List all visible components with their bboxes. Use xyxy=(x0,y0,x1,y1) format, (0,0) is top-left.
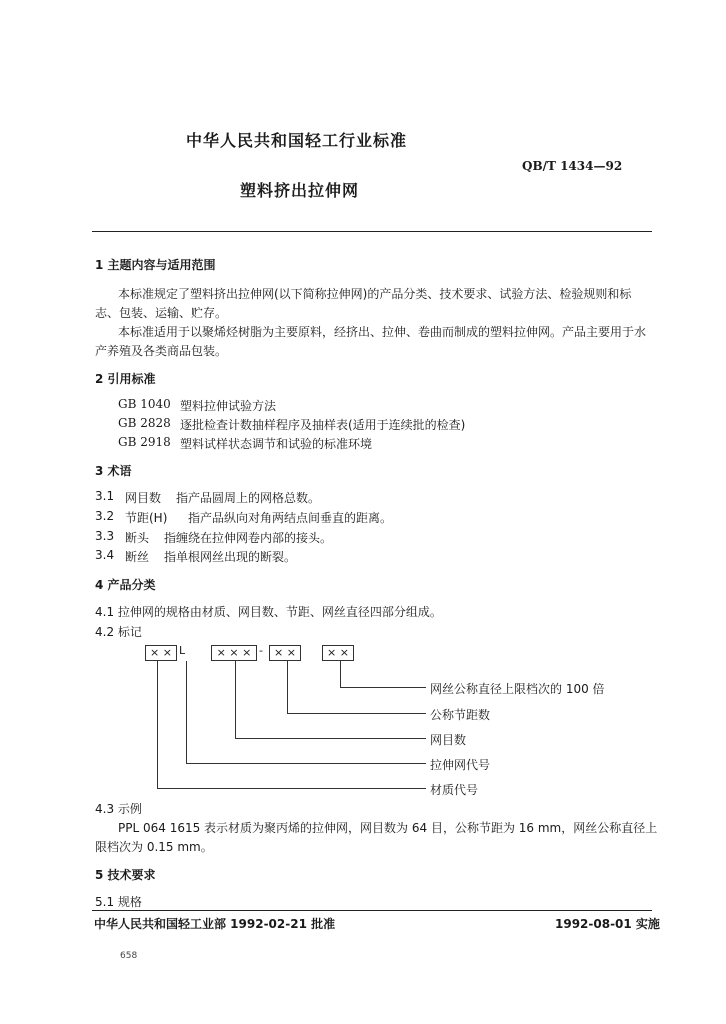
wire-diameter-box: × × xyxy=(322,645,354,661)
leader-horizontal xyxy=(235,738,426,739)
leader-vertical xyxy=(287,661,288,713)
org-title: 中华人民共和国轻工行业标准 xyxy=(186,131,408,150)
net-code-mark: L xyxy=(179,644,186,657)
s1-paragraph-1-line-1: 本标准规定了塑料挤出拉伸网(以下简称拉伸网)的产品分类、技术要求、试验方法、检验规则和标 xyxy=(118,287,632,301)
label-pitch: 公称节距数 xyxy=(430,708,491,722)
footer-rule xyxy=(92,910,652,911)
label-material-code: 材质代号 xyxy=(430,783,479,797)
clause-4-3: 4.3 示例 xyxy=(95,802,142,816)
leader-horizontal xyxy=(287,713,426,714)
header-rule xyxy=(92,231,652,232)
clause-5-1: 5.1 规格 xyxy=(95,895,142,909)
term-definition: 指产品圆周上的网格总数。 xyxy=(176,491,321,505)
clause-4-1: 4.1 拉伸网的规格由材质、网目数、节距、网丝直径四部分组成。 xyxy=(95,605,442,619)
term-number: 3.1 xyxy=(95,489,115,503)
approval-line: 中华人民共和国轻工业部 1992-02-21 批准 xyxy=(94,917,336,931)
term-name: 节距(H) xyxy=(125,511,168,525)
term-name: 断丝 xyxy=(125,550,150,564)
term-definition: 指单根网丝出现的断裂。 xyxy=(164,550,297,564)
section-5-heading: 5 技术要求 xyxy=(95,868,156,882)
example-line-2: 限档次为 0.15 mm。 xyxy=(95,840,213,854)
material-code-box: × × xyxy=(145,645,177,661)
clause-4-2: 4.2 标记 xyxy=(95,625,142,639)
s1-paragraph-2-line-1: 本标准适用于以聚烯烃树脂为主要原料，经挤出、拉伸、卷曲而制成的塑料拉伸网。产品主要用于水 xyxy=(118,325,647,339)
page-number: 658 xyxy=(120,951,138,961)
section-1-heading: 1 主题内容与适用范围 xyxy=(95,258,216,272)
ref-code: GB 2918 xyxy=(118,435,171,449)
pitch-box: × × xyxy=(269,645,301,661)
term-definition: 指产品纵向对角两结点间垂直的距离。 xyxy=(188,511,393,525)
term-number: 3.2 xyxy=(95,509,115,523)
s1-paragraph-1-line-2: 志、包装、运输、贮存。 xyxy=(95,306,228,320)
mesh-count-box: × × × xyxy=(211,645,257,661)
term-number: 3.3 xyxy=(95,529,115,543)
term-number: 3.4 xyxy=(95,548,115,562)
ref-title: 逐批检查计数抽样程序及抽样表(适用于连续批的检查) xyxy=(180,418,466,432)
ref-title: 塑料试样状态调节和试验的标准环境 xyxy=(180,437,373,451)
label-net-code: 拉伸网代号 xyxy=(430,758,491,772)
term-definition: 指缠绕在拉伸网卷内部的接头。 xyxy=(164,531,333,545)
ref-title: 塑料拉伸试验方法 xyxy=(180,399,277,413)
leader-horizontal xyxy=(186,763,426,764)
standard-code: QB/T 1434—92 xyxy=(522,159,623,173)
section-3-heading: 3 术语 xyxy=(95,464,132,478)
term-name: 断头 xyxy=(125,531,150,545)
label-mesh-count: 网目数 xyxy=(430,733,467,747)
leader-horizontal xyxy=(157,788,426,789)
section-4-heading: 4 产品分类 xyxy=(95,578,156,592)
leader-vertical xyxy=(186,661,187,763)
example-line-1: PPL 064 1615 表示材质为聚丙烯的拉伸网，网目数为 64 目，公称节距为 16 mm，网丝公称直径上 xyxy=(118,821,658,835)
effective-date: 1992-08-01 实施 xyxy=(555,917,660,931)
separator-dash: - xyxy=(259,644,263,657)
ref-code: GB 1040 xyxy=(118,397,171,411)
document-title: 塑料挤出拉伸网 xyxy=(240,181,360,200)
ref-code: GB 2828 xyxy=(118,416,171,430)
leader-vertical xyxy=(340,661,341,687)
leader-vertical xyxy=(235,661,236,738)
label-wire-diameter: 网丝公称直径上限档次的 100 倍 xyxy=(430,682,605,696)
leader-vertical xyxy=(157,661,158,788)
s1-paragraph-2-line-2: 产养殖及各类商品包装。 xyxy=(95,344,228,358)
term-name: 网目数 xyxy=(125,491,162,505)
section-2-heading: 2 引用标准 xyxy=(95,372,156,386)
leader-horizontal xyxy=(340,687,426,688)
